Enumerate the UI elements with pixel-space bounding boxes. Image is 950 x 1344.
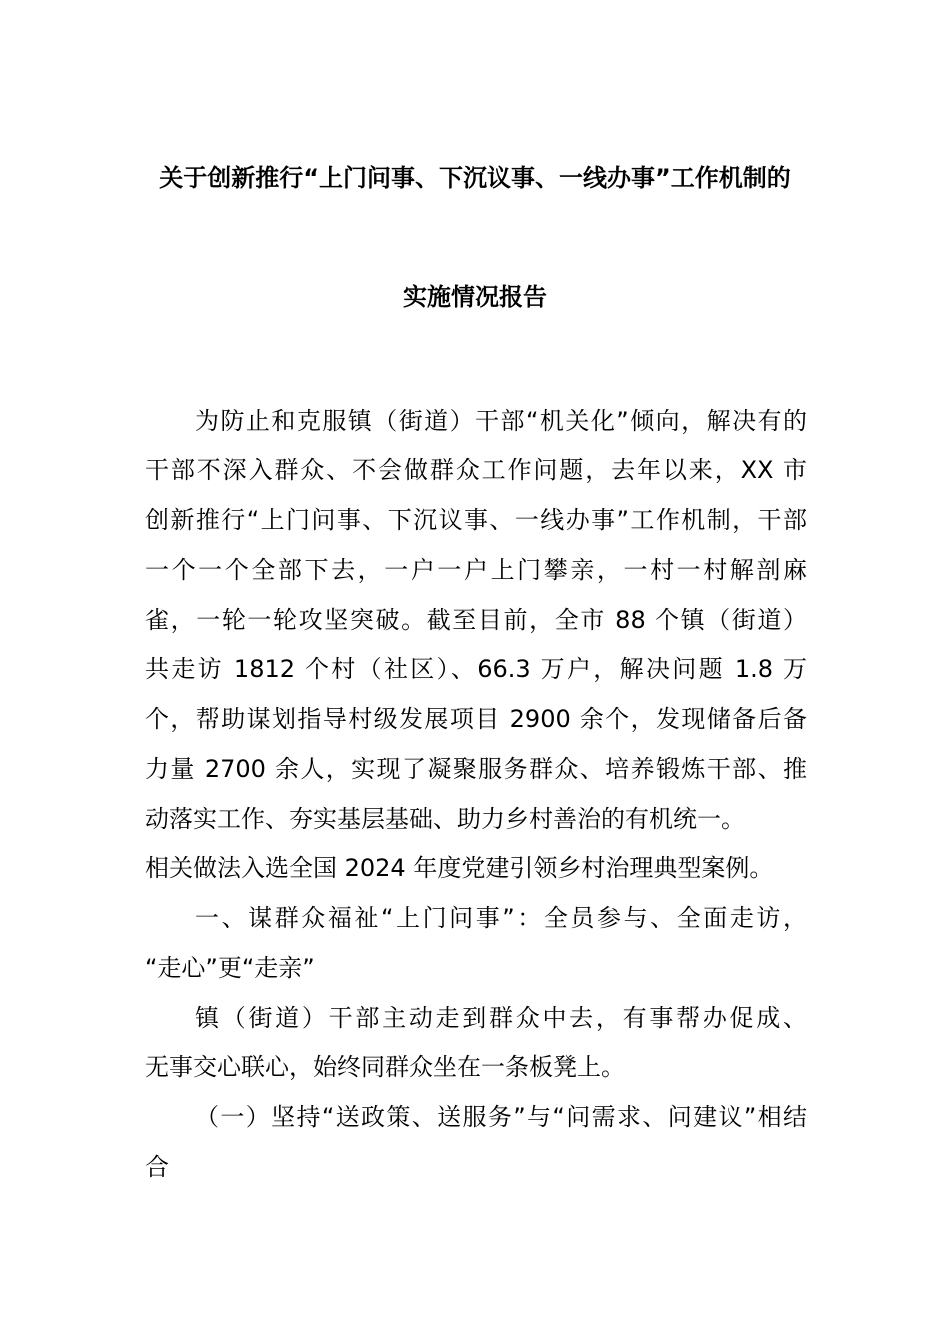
subsection-heading-1-line-1: （一）坚持“送政策、送服务”与“问需求、问建议”相结 <box>195 1103 807 1131</box>
body-line-7: 个，帮助谋划指导村级发展项目 2900 余个，发现储备后备 <box>145 705 807 733</box>
body-line-9: 动落实工作、夯实基层基础、助力乡村善治的有机统一。 <box>145 805 745 833</box>
body-line-4: 一个一个全部下去，一户一户上门攀亲，一村一村解剖麻 <box>145 556 807 584</box>
section-heading-1-line-2: “走心”更“走亲” <box>145 954 315 982</box>
body-line-6: 共走访 1812 个村（社区）、66.3 万户，解决问题 1.8 万 <box>145 655 807 683</box>
body-line-5: 雀，一轮一轮攻坚突破。截至目前，全市 88 个镇（街道） <box>145 606 807 634</box>
section-heading-1-line-1: 一、谋群众福祉“上门问事”：全员参与、全面走访， <box>195 904 807 932</box>
body-line-10: 相关做法入选全国 2024 年度党建引领乡村治理典型案例。 <box>145 854 774 882</box>
document-title-line-2: 实施情况报告 <box>403 283 547 311</box>
subsection-heading-1-line-2: 合 <box>145 1153 169 1181</box>
body-line-8: 力量 2700 余人，实现了凝聚服务群众、培养锻炼干部、推 <box>145 755 807 783</box>
body-line-2: 干部不深入群众、不会做群众工作问题，去年以来，XX 市 <box>145 456 807 484</box>
body-line-11: 镇（街道）干部主动走到群众中去，有事帮办促成、 <box>195 1004 807 1032</box>
body-line-1: 为防止和克服镇（街道）干部“机关化”倾向，解决有的 <box>195 407 807 435</box>
body-line-3: 创新推行“上门问事、下沉议事、一线办事”工作机制，干部 <box>145 506 807 534</box>
body-line-12: 无事交心联心，始终同群众坐在一条板凳上。 <box>145 1053 625 1081</box>
document-title-line-1: 关于创新推行“上门问事、下沉议事、一线办事”工作机制的 <box>159 164 791 192</box>
